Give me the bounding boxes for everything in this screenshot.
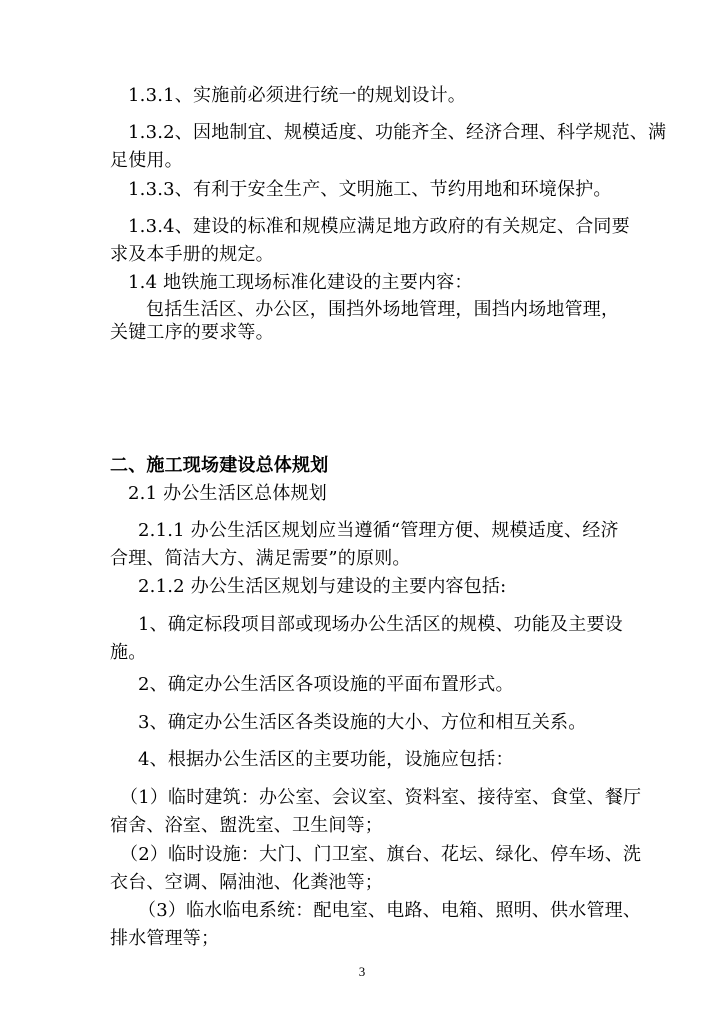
sub-item-1-cont: 宿舍、浴室、盥洗室、卫生间等； — [110, 815, 383, 836]
section-2-1: 2.1 办公生活区总体规划 — [128, 483, 327, 504]
clause-1-3-3: 1.3.3、有利于安全生产、文明施工、节约用地和环境保护。 — [128, 179, 612, 200]
item-4: 4、根据办公生活区的主要功能，设施应包括： — [138, 749, 514, 770]
clause-2-1-2: 2.1.2 办公生活区规划与建设的主要内容包括: — [138, 576, 507, 597]
item-2: 2、确定办公生活区各项设施的平面布置形式。 — [138, 674, 514, 695]
sub-item-2: （2）临时设施：大门、门卫室、旗台、花坛、绿化、停车场、洗 — [120, 844, 642, 865]
section-1-4: 1.4 地铁施工现场标准化建设的主要内容： — [128, 272, 473, 293]
item-1-cont: 施。 — [110, 642, 147, 663]
clause-1-3-2-cont: 足使用。 — [110, 150, 183, 171]
clause-1-3-4-cont: 求及本手册的规定。 — [110, 244, 274, 265]
clause-1-3-4: 1.3.4、建设的标准和规模应满足地方政府的有关规定、合同要 — [128, 216, 630, 237]
item-1: 1、确定标段项目部或现场办公生活区的规模、功能及主要设 — [138, 614, 623, 635]
section-1-4-body: 包括生活区、办公区，围挡外场地管理，围挡内场地管理， — [146, 299, 620, 320]
page-number: 3 — [358, 964, 366, 979]
clause-2-1-1: 2.1.1 办公生活区规划应当遵循“管理方便、规模适度、经济 — [138, 520, 619, 541]
sub-item-2-cont: 衣台、空调、隔油池、化粪池等； — [110, 872, 383, 893]
section-1-4-body-cont: 关键工序的要求等。 — [110, 322, 274, 343]
sub-item-3: （3）临水临电系统：配电室、电路、电箱、照明、供水管理、 — [138, 900, 642, 921]
sub-item-3-cont: 排水管理等； — [110, 928, 220, 949]
chapter-2-heading: 二、施工现场建设总体规划 — [110, 455, 329, 476]
clause-2-1-1-cont: 合理、简洁大方、满足需要”的原则。 — [110, 548, 411, 569]
item-3: 3、确定办公生活区各类设施的大小、方位和相互关系。 — [138, 712, 587, 733]
clause-1-3-1: 1.3.1、实施前必须进行统一的规划设计。 — [128, 85, 466, 106]
clause-1-3-2: 1.3.2、因地制宜、规模适度、功能齐全、经济合理、科学规范、满 — [128, 122, 667, 143]
sub-item-1: （1）临时建筑：办公室、会议室、资料室、接待室、食堂、餐厅 — [120, 787, 642, 808]
